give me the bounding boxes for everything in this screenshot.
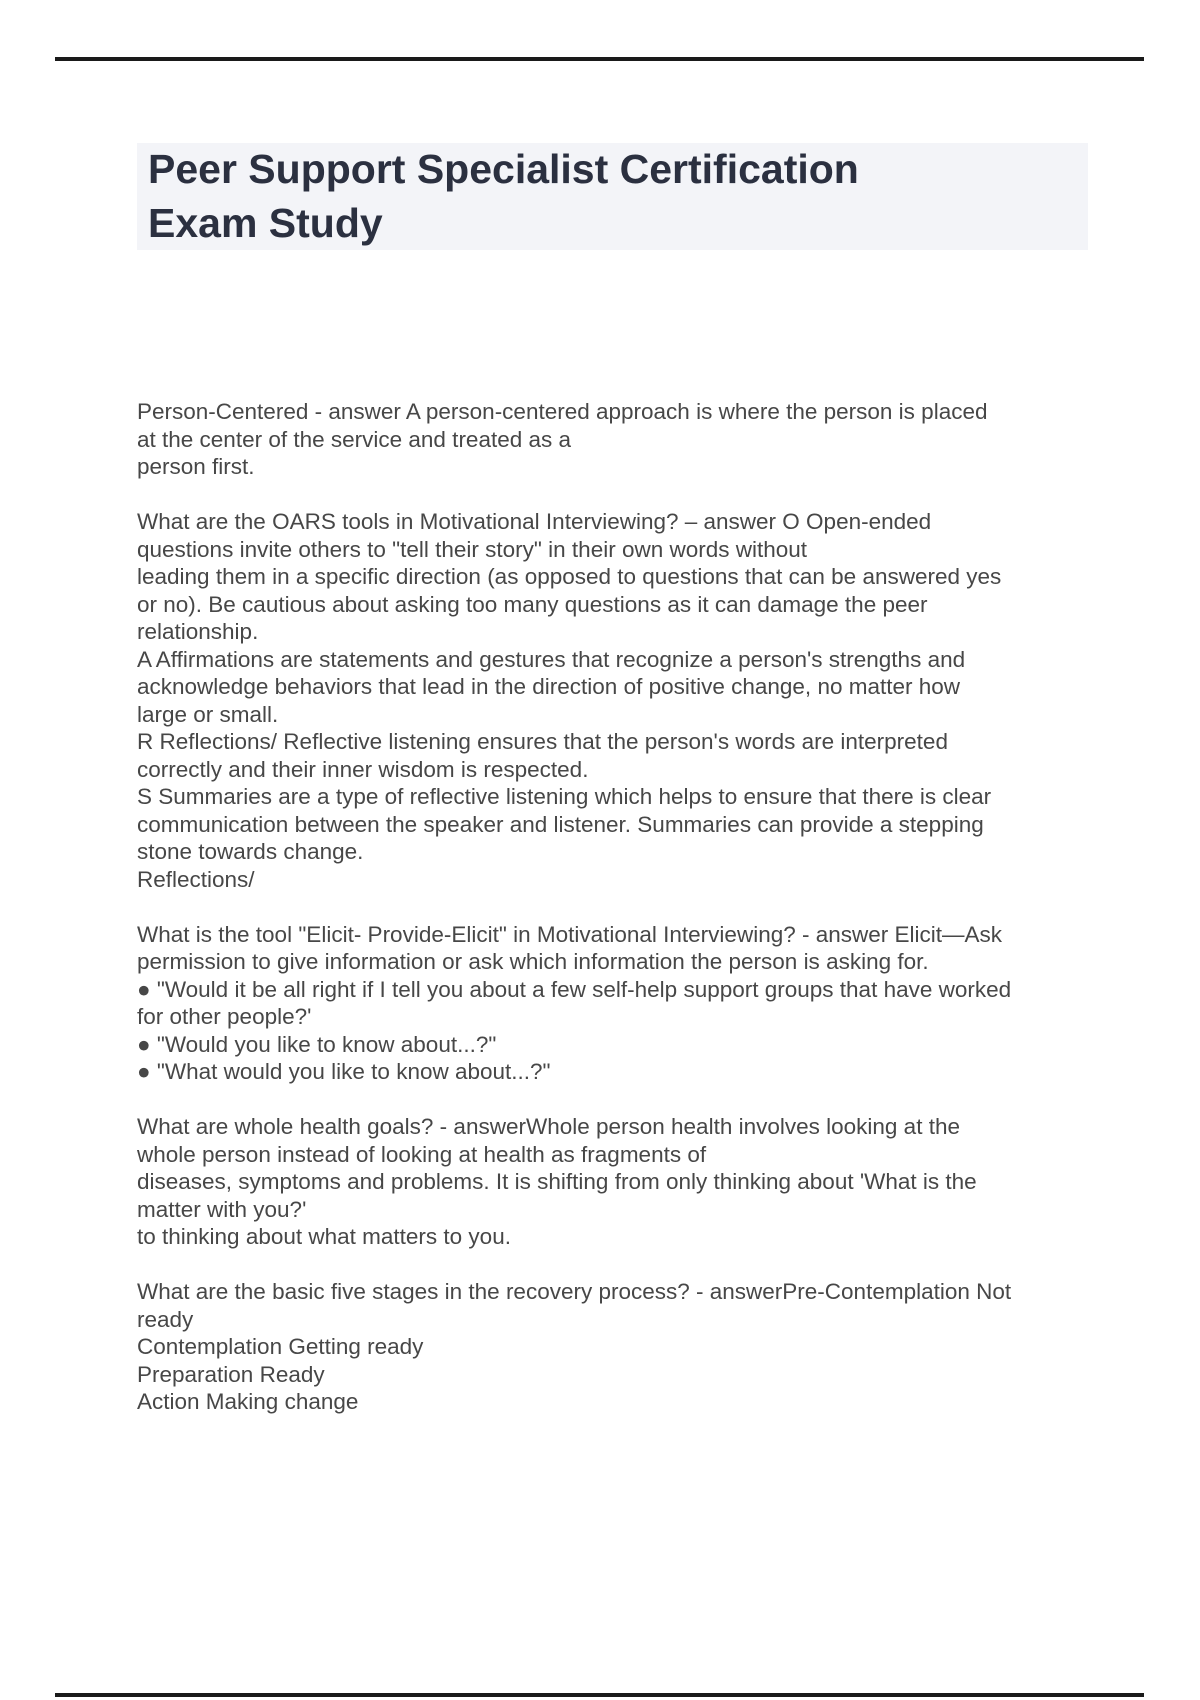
bottom-rule — [55, 1693, 1144, 1697]
text-line: Reflections/ — [137, 866, 255, 892]
text-line: acknowledge behaviors that lead in the direction of positive change, no matter how — [137, 674, 961, 699]
text-line: or no). Be cautious about asking too many questions as it can damage the peer — [137, 591, 928, 617]
paragraph — [137, 1278, 1147, 1416]
text-line: relationship. — [137, 619, 259, 644]
text-line: leading them in a specific direction (as opposed to questions that can be answered yes — [137, 564, 1002, 589]
document-body — [137, 398, 1147, 1443]
text-line: Contemplation Getting ready — [137, 1334, 424, 1359]
text-line: ● "Would you like to know about...?" — [137, 1031, 497, 1057]
text-line: Person-Centered - answer A person-centered approach is where the person is placed — [137, 399, 988, 424]
text-line: A Affirmations are statements and gestures that recognize a person's strengths and — [137, 646, 966, 672]
page-title-line-1: Peer Support Specialist Certification — [148, 146, 859, 192]
text-line: communication between the speaker and listener. Summaries can provide a stepping — [137, 811, 984, 837]
text-line: diseases, symptoms and problems. It is shifting from only thinking about 'What is the — [137, 1169, 977, 1194]
text-line: whole person instead of looking at health as fragments of — [137, 1141, 707, 1167]
text-line: What are the basic five stages in the recovery process? - answerPre-Contemplation Not — [137, 1279, 1012, 1304]
text-line: S Summaries are a type of reflective listening which helps to ensure that there is clear — [137, 784, 992, 809]
text-line: stone towards change. — [137, 839, 364, 864]
text-line: correctly and their inner wisdom is respected. — [137, 756, 589, 782]
text-line: Action Making change — [137, 1389, 359, 1414]
text-line: What is the tool "Elicit- Provide-Elicit" in Motivational Interviewing? - answer Elicit—Ask — [137, 921, 1003, 947]
text-line: large or small. — [137, 701, 279, 727]
text-line: Preparation Ready — [137, 1361, 325, 1387]
text-line: permission to give information or ask which information the person is asking for. — [137, 949, 929, 974]
paragraph — [137, 508, 1147, 893]
paragraph — [137, 398, 1147, 481]
text-line: What are the OARS tools in Motivational Interviewing? – answer O Open-ended — [137, 509, 932, 534]
text-line: person first. — [137, 454, 255, 479]
text-line: R Reflections/ Reflective listening ensures that the person's words are interpreted — [137, 729, 948, 754]
text-line: for other people?' — [137, 1004, 312, 1029]
text-line: matter with you?' — [137, 1196, 307, 1222]
top-rule — [55, 57, 1144, 61]
text-line: What are whole health goals? - answerWhole person health involves looking at the — [137, 1114, 960, 1139]
text-line: to thinking about what matters to you. — [137, 1224, 511, 1249]
title-block — [137, 143, 1088, 250]
text-line: at the center of the service and treated as a — [137, 426, 572, 452]
text-line: ● "Would it be all right if I tell you about a few self-help support groups that have worked — [137, 976, 1012, 1002]
paragraph — [137, 1113, 1147, 1251]
page-title-line-2: Exam Study — [148, 199, 383, 246]
text-line: ready — [137, 1306, 194, 1332]
paragraph — [137, 921, 1147, 1086]
text-line: ● "What would you like to know about...?" — [137, 1059, 551, 1084]
text-line: questions invite others to "tell their story" in their own words without — [137, 536, 808, 562]
